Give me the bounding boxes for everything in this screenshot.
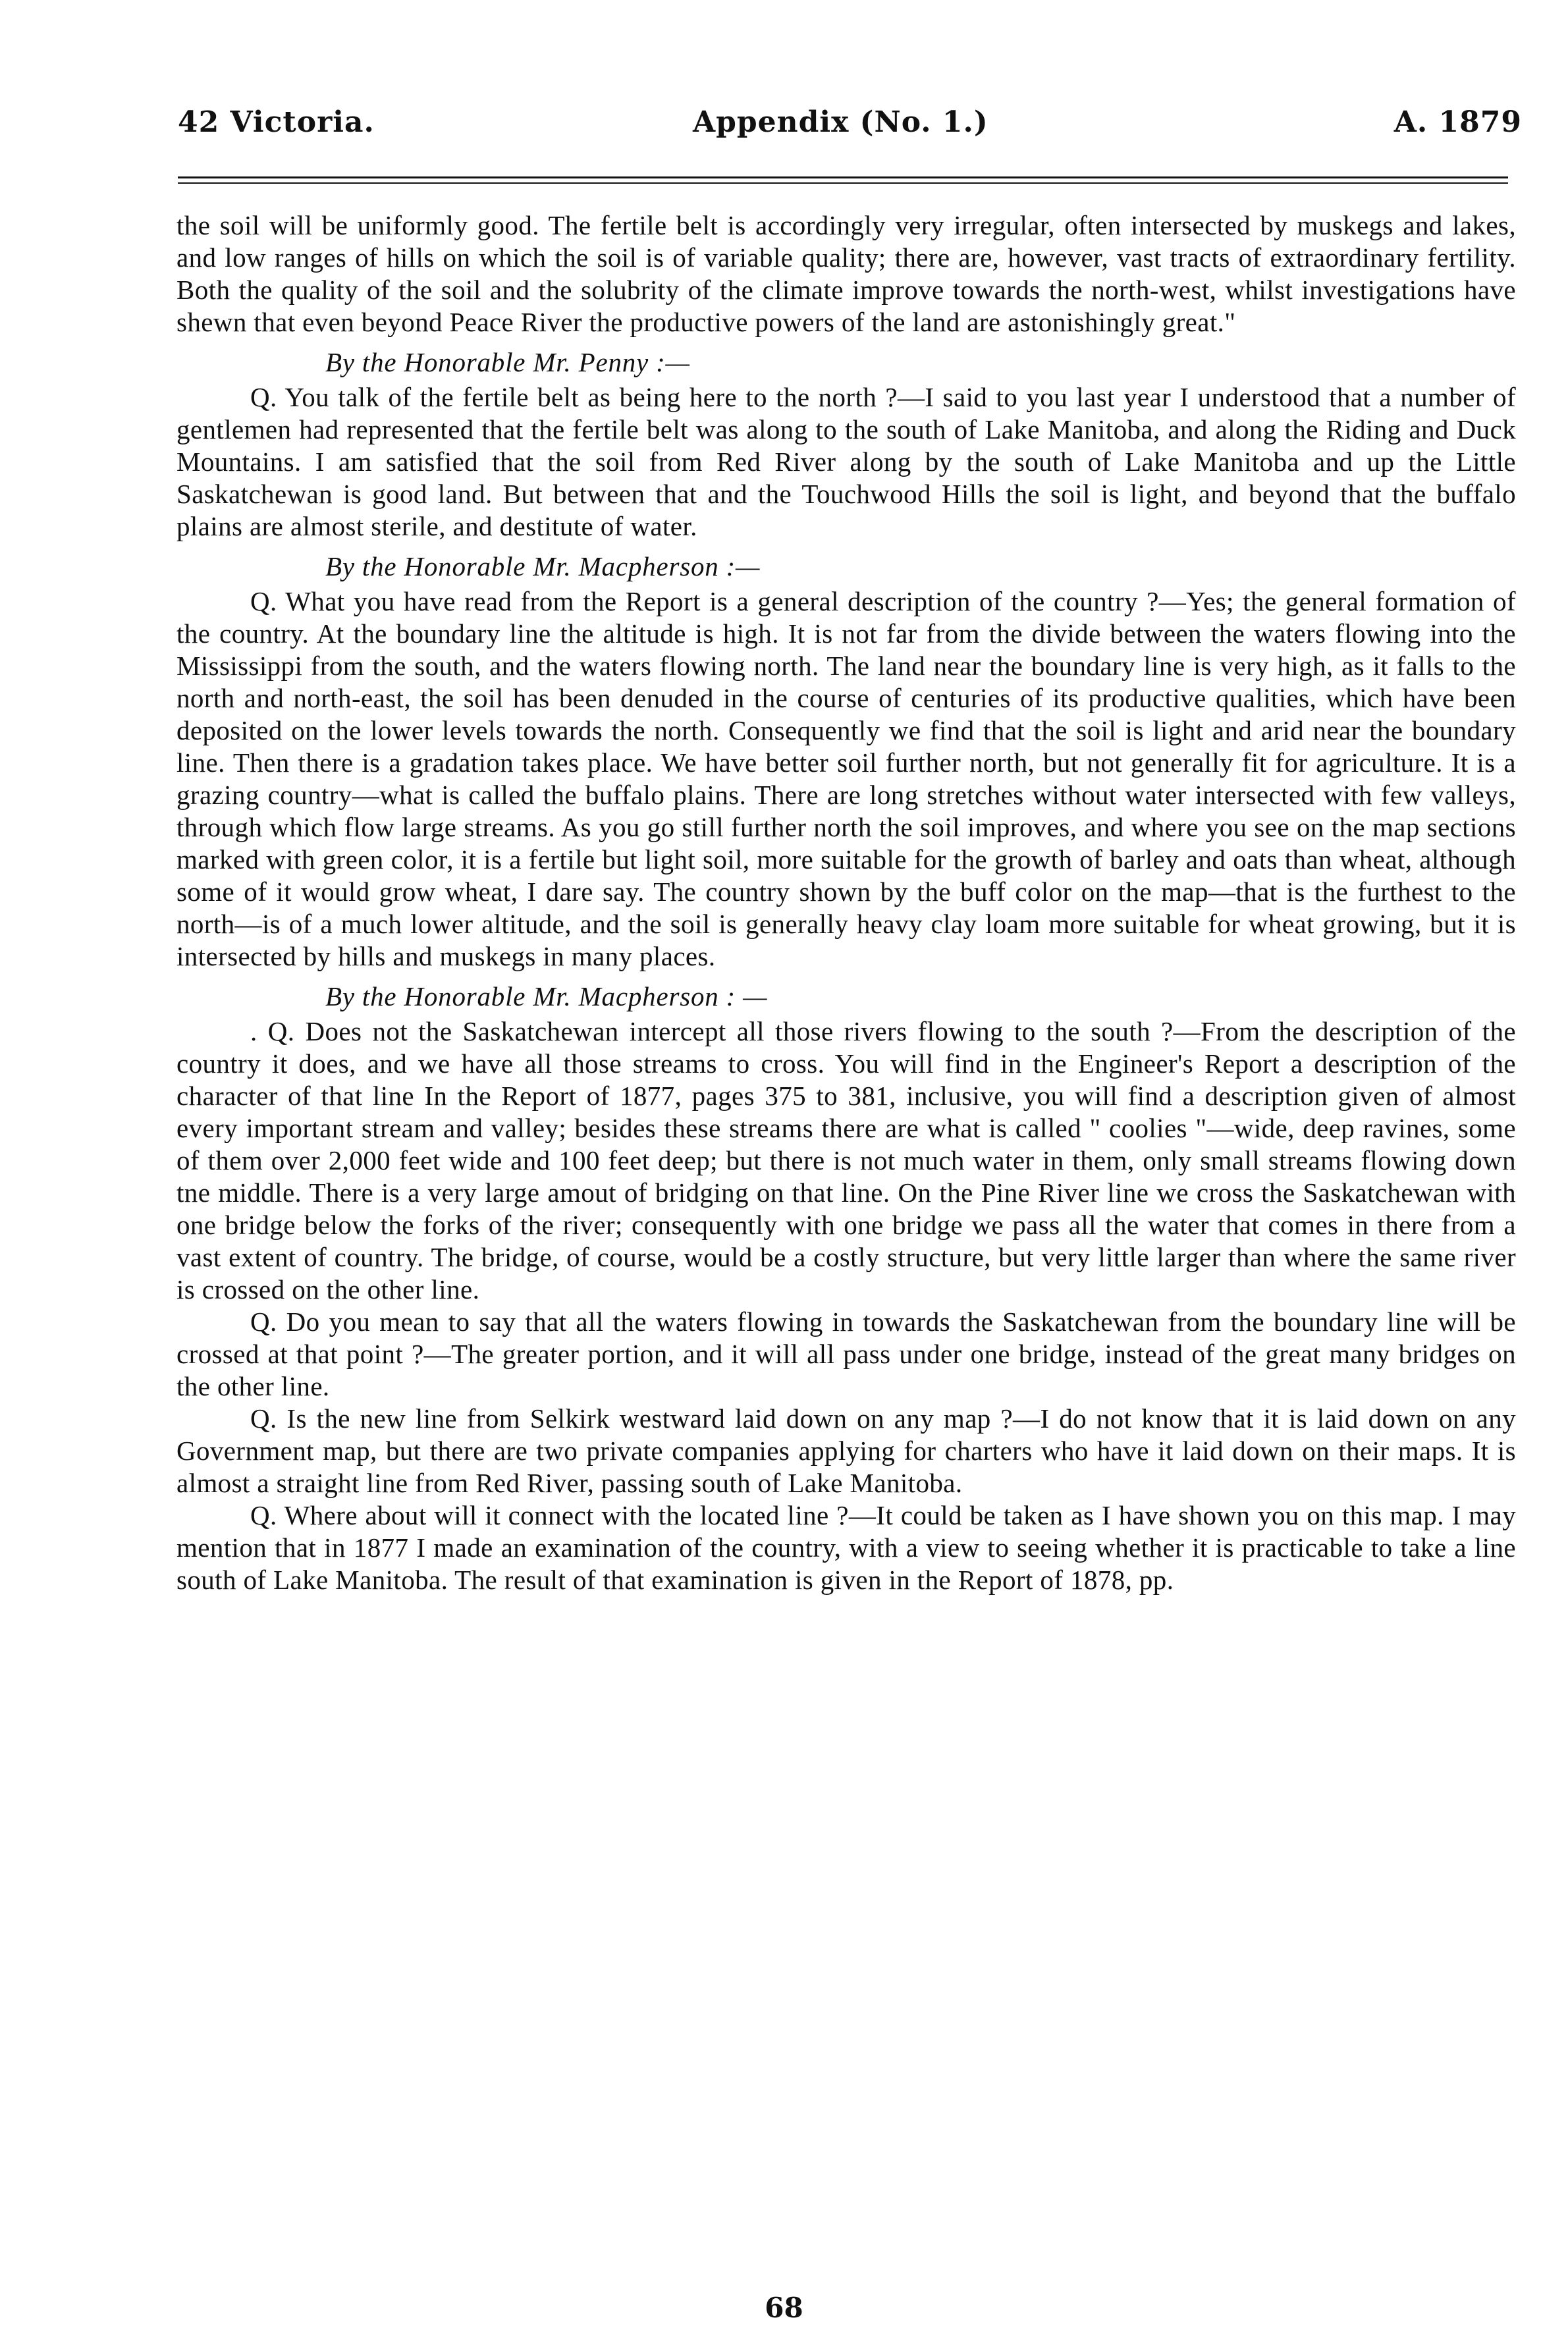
paragraph-continuation: the soil will be uniformly good. The fertile belt is accordingly very irregular, often intersected by muskegs and lakes, and low ranges of hills on which the soil is of variable quality; there are, however, vast tracts of extraordinary fertility. Both the quality of the soil and the solubrity of the climate improve towards the north-west, whilst investigations have shewn that even beyond Peace River the productive powers of the land are astonishingly great." — [176, 210, 1516, 337]
question-paragraph: Q. You talk of the fertile belt as being here to the north ?—I said to you last year I understood that a number of gentlemen had represented that the fertile belt was along to the south of Lake Manitoba, and along the Riding and Duck Mountains. I am satisfied that the soil from Red River along by the south of Lake Manitoba and up the Little Saskatchewan is good land. But between that and the Touchwood Hills the soil is light, and beyond that the buffalo plains are almost sterile, and destitute of water. — [176, 382, 1516, 541]
header-year: A. 1879 — [1393, 105, 1522, 139]
document-body — [176, 209, 1516, 1596]
header-session: 42 Victoria. — [178, 105, 375, 139]
question-paragraph: Q. What you have read from the Report is a general description of the country ?—Yes; the general formation of the country. At the boundary line the altitude is high. It is not far from the divide between the waters flowing into the Mississippi from the south, and the waters flowing north. The land near the boundary line is very high, as it falls to the north and north-east, the soil has been denuded in the course of centuries of its productive qualities, which have been deposited on the lower levels towards the north. Consequently we find that the soil is light and arid near the boundary line. Then there is a gradation takes place. We have better soil further north, but not generally fit for agriculture. It is a grazing country—what is called the buffalo plains. There are long stretches without water intersected with few valleys, through which flow large streams. As you go still further north the soil improves, and where you see on the map sections marked with green color, it is a fertile but light soil, more suitable for the growth of barley and oats than wheat, although some of it would grow wheat, I dare say. The country shown by the buff color on the map—that is the furthest to the north—is of a much lower altitude, and the soil is generally heavy clay loam more suitable for wheat growing, but it is intersected by hills and muskegs in many places. — [176, 586, 1516, 971]
header-rule-bottom — [178, 182, 1508, 184]
running-header — [178, 105, 1522, 151]
header-appendix: Appendix (No. 1.) — [693, 105, 988, 139]
page-number: 68 — [765, 2292, 803, 2324]
question-paragraph: Q. Is the new line from Selkirk westward laid down on any map ?—I do not know that it is laid down on any Government map, but there are two private companies applying for charters who have it laid down on their maps. It is almost a straight line from Red River, passing south of Lake Manitoba. — [176, 1403, 1516, 1498]
speaker-heading: By the Honorable Mr. Macpherson : — — [325, 981, 768, 1011]
question-paragraph: . Q. Does not the Saskatchewan intercept all those rivers flowing to the south ?—From the description of the country it does, and we have all those streams to cross. You will find in the Engineer's Report a description of the character of that line In the Report of 1877, pages 375 to 381, inclusive, you will find a description given of almost every important stream and valley; besides these streams there are what is called " coolies "—wide, deep ravines, some of them over 2,000 feet wide and 100 feet deep; but there is not much water in them, only small streams flowing down tne middle. There is a very large amout of bridging on that line. On the Pine River line we cross the Saskatchewan with one bridge below the forks of the river; consequently with one bridge we pass all the water that comes in there from a vast extent of country. The bridge, of course, would be a costly structure, but very little larger than where the same river is crossed on the other line. — [176, 1016, 1516, 1305]
question-paragraph: Q. Where about will it connect with the located line ?—It could be taken as I have shown you on this map. I may mention that in 1877 I made an examination of the country, with a view to seeing whether it is practicable to take a line south of Lake Manitoba. The result of that examination is given in the Report of 1878, pp. — [176, 1500, 1516, 1595]
speaker-heading: By the Honorable Mr. Penny :— — [325, 347, 690, 377]
speaker-heading: By the Honorable Mr. Macpherson :— — [325, 551, 761, 581]
header-rule-top — [178, 176, 1508, 178]
question-paragraph: Q. Do you mean to say that all the waters flowing in towards the Saskatchewan from the boundary line will be crossed at that point ?—The greater portion, and it will all pass under one bridge, instead of the great many bridges on the other line. — [176, 1306, 1516, 1401]
